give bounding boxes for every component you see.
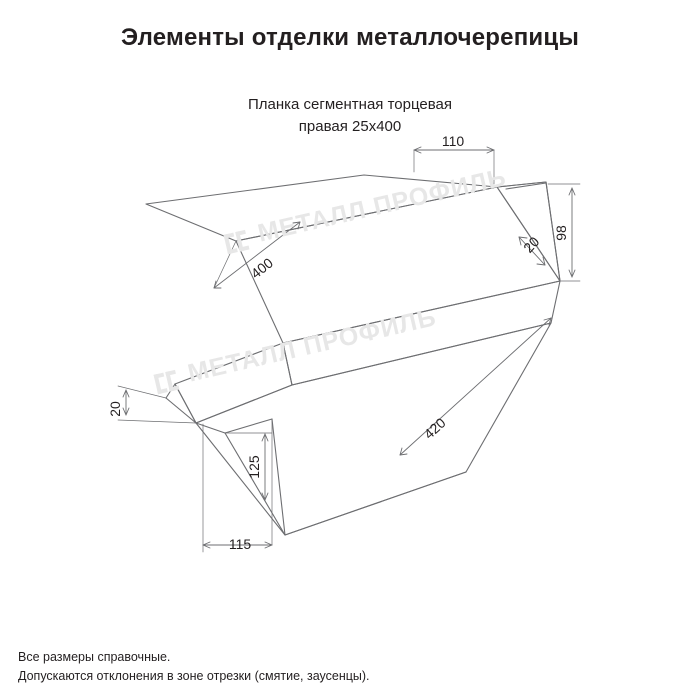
dim-400-ext-a — [214, 241, 236, 288]
lower-bottom-edge — [285, 472, 466, 535]
lower-left-fold — [166, 398, 196, 423]
dim-label-115: 115 — [228, 536, 252, 552]
dim-label-20-left: 20 — [107, 401, 123, 417]
product-name-line-1: Планка сегментная торцевая — [247, 96, 453, 113]
lower-face-left — [175, 343, 292, 423]
lower-face-top — [283, 281, 560, 385]
lower-inner-fold — [225, 419, 272, 433]
dim-420-line — [400, 318, 551, 455]
lower-face-main — [196, 323, 551, 535]
lower-left-small-edge — [175, 384, 196, 423]
dim-label-125: 125 — [246, 455, 262, 479]
right-end-top — [497, 182, 560, 281]
lower-inner-vert — [272, 419, 285, 535]
dim-label-110: 110 — [441, 133, 465, 149]
footnotes — [18, 648, 370, 686]
page-title: Элементы отделки металлочерепицы — [120, 24, 580, 51]
watermark-text: МЕТАЛЛ ПРОФИЛЬ — [185, 303, 440, 388]
upper-face-left — [146, 175, 497, 241]
dim-label-98: 98 — [553, 225, 569, 241]
dim-20l-ext-bottom — [118, 420, 196, 423]
watermark-text: МЕТАЛЛ ПРОФИЛЬ — [255, 163, 510, 248]
dim-label-400: 400 — [247, 254, 277, 282]
footnote-line-2: Допускаются отклонения в зоне отрезки (смятие, заусенцы). — [18, 669, 370, 683]
upper-face-main — [236, 187, 560, 343]
footnote-line-1: Все размеры справочные. — [18, 650, 171, 664]
dim-label-20-right: 20 — [520, 233, 543, 256]
dim-label-420: 420 — [420, 414, 449, 443]
lower-left-edge — [225, 433, 285, 535]
product-name-line-2: правая 25x400 — [298, 118, 402, 135]
lower-left-fold2 — [166, 384, 175, 398]
